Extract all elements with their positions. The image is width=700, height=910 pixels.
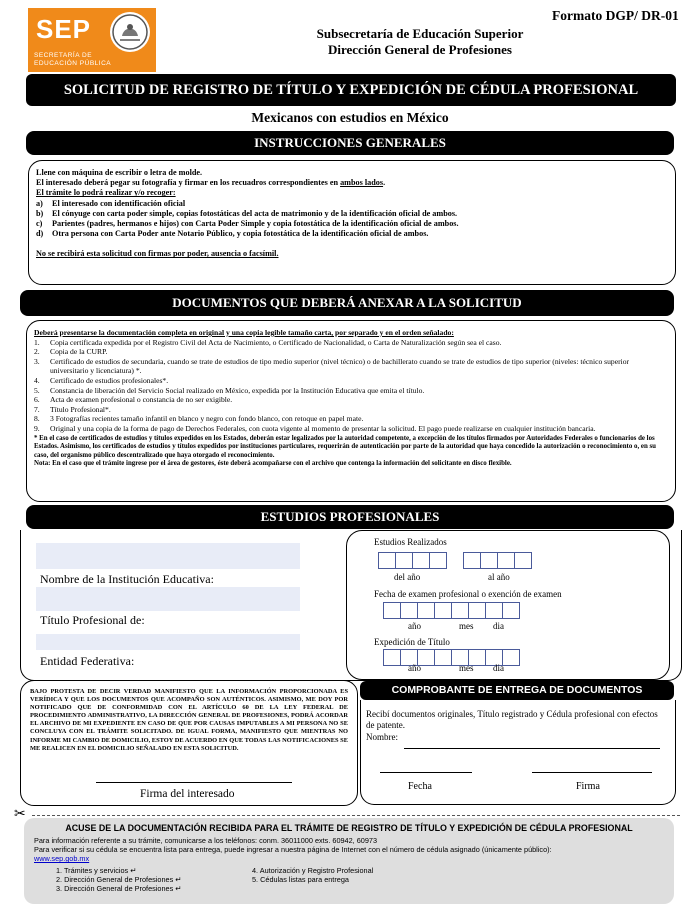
ack-right-5: 5. Cédulas listas para entrega xyxy=(252,875,349,885)
document-item-number: 6. xyxy=(34,395,40,405)
instruction-line3: El trámite lo podrá realizar y/o recoger: xyxy=(36,188,176,198)
instruction-line2: El interesado deberá pegar su fotografía y firmar en los recuadros correspondientes en ambos lados. xyxy=(36,178,386,188)
institution-input[interactable] xyxy=(36,543,300,569)
ack-line2: Para verificar si su cédula se encuentra lista para entrega, puede ingresar a nuestra página de Internet con el número de cédula asignado (únicamente público): xyxy=(34,845,552,855)
instructions-content xyxy=(36,168,666,260)
instruction-line2-emphasis: ambos lados xyxy=(340,178,384,188)
document-item-text: Copia de la CURP. xyxy=(50,347,108,357)
document-item xyxy=(34,386,662,396)
instruction-item xyxy=(36,219,666,229)
document-item-text: Original y una copia de la forma de pago de Derechos Federales, con cuota vigente al momento de presentar la solicitud. El pago puede realizarse en cualquier institución bancaria. xyxy=(50,423,596,433)
document-item-number: 7. xyxy=(34,404,40,414)
instruction-line2-text: El interesado deberá pegar su fotografía y firmar en los recuadros correspondientes en xyxy=(36,178,339,188)
from-year-boxes[interactable] xyxy=(378,552,446,570)
declaration-text: BAJO PROTESTA DE DECIR VERDAD MANIFIESTO QUE LA INFORMACIÓN PROPORCIONADA ES VERÍDICA Y QUE LOS DOCUMENTOS QUE ACOMPAÑO SON AUTÉNTICOS. ASIMISMO, ME DOY POR NOTIFICADO QUE DE CONFORMIDAD CON EL ARTÍCULO 60 DE LA LEY FEDERAL DE PROCEDIMIENTO ADMINISTRATIVO, LA DIRECCIÓN GENERAL DE PROFESIONES, PODRÁ ACORDAR EL ARCHIVO DE MI EXPEDIENTE EN CASO DE QUE POR CAUSAS IMPUTABLES A MI PERSONA NO SE CONCLUYA CON EL TRÁMITE SOLICITADO. DE IGUAL FORMA, MANIFIESTO QUE MIENTRAS NO INFORME MI CAMBIO DE DOMICILIO, ESTOY DE ACUERDO EN QUE TODAS LAS NOTIFICACIONES SE ME REALICEN EN EL DOMICILIO SEÑALADO EN ESTA SOLICITUD. xyxy=(30,688,348,752)
document-item-number: 9. xyxy=(34,423,40,433)
document-item xyxy=(34,347,662,357)
ack-left-list xyxy=(56,866,181,894)
issue-year-label: año xyxy=(408,663,421,673)
document-item-text: Certificado de estudios profesionales*. xyxy=(50,375,169,385)
exam-date-label: Fecha de examen profesional o exención de examen xyxy=(374,589,562,599)
cut-line xyxy=(32,815,680,816)
document-item-text: Título Profesional*. xyxy=(50,404,111,414)
receipt-name-line[interactable] xyxy=(404,748,660,749)
receipt-text: Recibí documentos originales, Título registrado y Cédula profesional con efectos de patente. xyxy=(366,709,658,730)
ack-url-link[interactable]: www.sep.gob.mx xyxy=(34,854,90,864)
document-item-text: Acta de examen profesional o constancia de no ser exigible. xyxy=(50,395,233,405)
mexico-seal-icon xyxy=(110,12,150,52)
documents-note: Nota: En el caso que el trámite ingrese por el área de gestores, éste deberá acompañarse con el archivo que contenga la información del solicitante en disco flexible. xyxy=(34,460,512,468)
document-item-text: Copia certificada expedida por el Registro Civil del Acta de Nacimiento, o Certificado de Nacionalidad, o Carta de Naturalización según sea el caso. xyxy=(50,337,502,347)
form-title: SOLICITUD DE REGISTRO DE TÍTULO Y EXPEDICIÓN DE CÉDULA PROFESIONAL xyxy=(26,74,676,106)
signature-line[interactable] xyxy=(96,782,292,783)
instruction-item-number: b) xyxy=(36,208,44,218)
receipt-sign-label: Firma xyxy=(576,781,600,792)
instruction-item-number: a) xyxy=(36,198,43,208)
instruction-item xyxy=(36,229,666,239)
logo-subtitle2: EDUCACIÓN PÚBLICA xyxy=(34,60,112,67)
sep-logo xyxy=(28,8,156,72)
document-item-text: 3 Fotografías recientes tamaño infantil en blanco y negro con fondo blanco, con retoque en papel mate. xyxy=(50,414,364,424)
receipt-sign-line[interactable] xyxy=(532,772,652,773)
to-year-boxes[interactable] xyxy=(463,552,531,570)
ack-line1: Para información referente a su trámite, comunicarse a los teléfonos: conm. 36011000 exts. 60942, 60973 xyxy=(34,836,378,845)
instruction-item-text: Parientes (padres, hermanos e hijos) con Carta Poder Simple y copia fotostática de la identificación oficial de ambos. xyxy=(52,219,459,229)
logo-subtitle1: SECRETARÍA DE xyxy=(34,52,93,59)
format-code: Formato DGP/ DR-01 xyxy=(552,8,679,23)
exam-month-label: mes xyxy=(459,621,474,631)
document-item-number: 3. xyxy=(34,356,40,366)
instruction-item-text: El interesado con identificación oficial xyxy=(52,198,186,208)
exam-year-label: año xyxy=(408,621,421,631)
receipt-date-label: Fecha xyxy=(408,781,432,792)
title-label: Título Profesional de: xyxy=(40,613,145,627)
ack-info xyxy=(34,836,670,864)
ack-right-list xyxy=(252,866,373,884)
issue-month-label: mes xyxy=(459,663,474,673)
title-input[interactable] xyxy=(36,587,300,611)
ack-left-3: 3. Dirección General de Profesiones ↵ xyxy=(56,884,182,894)
document-item xyxy=(34,338,662,348)
ack-heading: ACUSE DE LA DOCUMENTACIÓN RECIBIDA PARA EL TRÁMITE DE REGISTRO DE TÍTULO Y EXPEDICIÓN DE CÉDULA PROFESIONAL xyxy=(65,823,633,833)
document-item xyxy=(34,424,662,434)
document-item xyxy=(34,395,662,405)
documents-intro: Deberá presentarse la documentación completa en original y una copia legible tamaño carta, por separado y en el orden señalado: xyxy=(34,328,454,337)
document-item-text: Constancia de liberación del Servicio Social realizado en México, expedida por la Institución Educativa que emita el título. xyxy=(50,385,425,395)
instructions-heading: INSTRUCCIONES GENERALES xyxy=(26,131,674,155)
document-item-text: Certificado de estudios de secundaria, cuando se trate de estudios de tipo medio superior (nivel técnico) o de bachillerato cuando se trate de estudios de tipo superior (niveles: técnico superior universitario y licenciatura) *. xyxy=(50,356,630,376)
receipt-name-label: Nombre: xyxy=(366,732,398,742)
studies-done-label: Estudios Realizados xyxy=(374,537,447,547)
state-label: Entidad Federativa: xyxy=(40,654,135,668)
scissors-icon: ✂ xyxy=(14,807,26,822)
instruction-item xyxy=(36,209,666,219)
header-line1: Subsecretaría de Educación Superior xyxy=(316,26,524,41)
issue-day-label: dia xyxy=(493,663,504,673)
document-item xyxy=(34,376,662,386)
documents-content xyxy=(34,328,662,469)
document-item xyxy=(34,405,662,415)
instruction-item-text: Otra persona con Carta Poder ante Notario Público, y copia fotostática de la identificación oficial de ambos. xyxy=(52,229,429,239)
studies-heading: ESTUDIOS PROFESIONALES xyxy=(26,505,674,529)
documents-footnote: * En el caso de certificados de estudios y títulos expedidos en los Estados, deberán estar legalizados por la autoridad competente, a excepción de los títulos firmados por Autoridades Federales o funcionarios de los Estados. Asimismo, los certificados de estudios y títulos expedidos por instituciones particulares, requerirán de autenticación por parte de la autoridad que haya concedido la autorización o reconocimiento o, en su caso, del organismo público descentralizado que haya otorgado el reconocimiento. xyxy=(34,434,657,459)
instruction-item-number: d) xyxy=(36,229,44,239)
issue-date-label: Expedición de Título xyxy=(374,637,450,647)
exam-day-label: dia xyxy=(493,621,504,631)
instruction-item-text: El cónyuge con carta poder simple, copias fotostáticas del acta de matrimonio y de la identificación oficial de ambos. xyxy=(52,208,458,218)
ack-left-2: 2. Dirección General de Profesiones ↵ xyxy=(56,875,182,885)
document-item-number: 1. xyxy=(34,337,40,347)
receipt-heading: COMPROBANTE DE ENTREGA DE DOCUMENTOS xyxy=(360,681,674,700)
document-item xyxy=(34,357,662,376)
header-line2: Dirección General de Profesiones xyxy=(327,42,512,57)
to-year-label: al año xyxy=(488,572,510,582)
institution-label: Nombre de la Institución Educativa: xyxy=(40,572,214,586)
document-item-number: 2. xyxy=(34,347,40,357)
exam-date-boxes[interactable] xyxy=(383,602,519,620)
signature-label: Firma del interesado xyxy=(140,788,235,800)
instruction-item-number: c) xyxy=(36,219,43,229)
ack-right-4: 4. Autorización y Registro Profesional xyxy=(252,866,374,875)
document-item-number: 8. xyxy=(34,414,40,424)
ack-left-1: 1. Trámites y servicios ↵ xyxy=(56,866,137,875)
instruction-note: No se recibirá esta solicitud con firmas por poder, ausencia o facsímil. xyxy=(36,249,279,259)
logo-brand: SEP xyxy=(36,14,92,44)
receipt-date-line[interactable] xyxy=(380,772,472,773)
state-input[interactable] xyxy=(36,634,300,650)
documents-heading: DOCUMENTOS QUE DEBERÁ ANEXAR A LA SOLICITUD xyxy=(20,290,674,316)
document-item xyxy=(34,414,662,424)
instruction-item xyxy=(36,199,666,209)
form-subtitle: Mexicanos con estudios en México xyxy=(251,110,449,125)
instruction-line1: Llene con máquina de escribir o letra de molde. xyxy=(36,168,203,177)
document-item-number: 4. xyxy=(34,375,40,385)
from-year-label: del año xyxy=(394,572,421,582)
document-item-number: 5. xyxy=(34,385,40,395)
